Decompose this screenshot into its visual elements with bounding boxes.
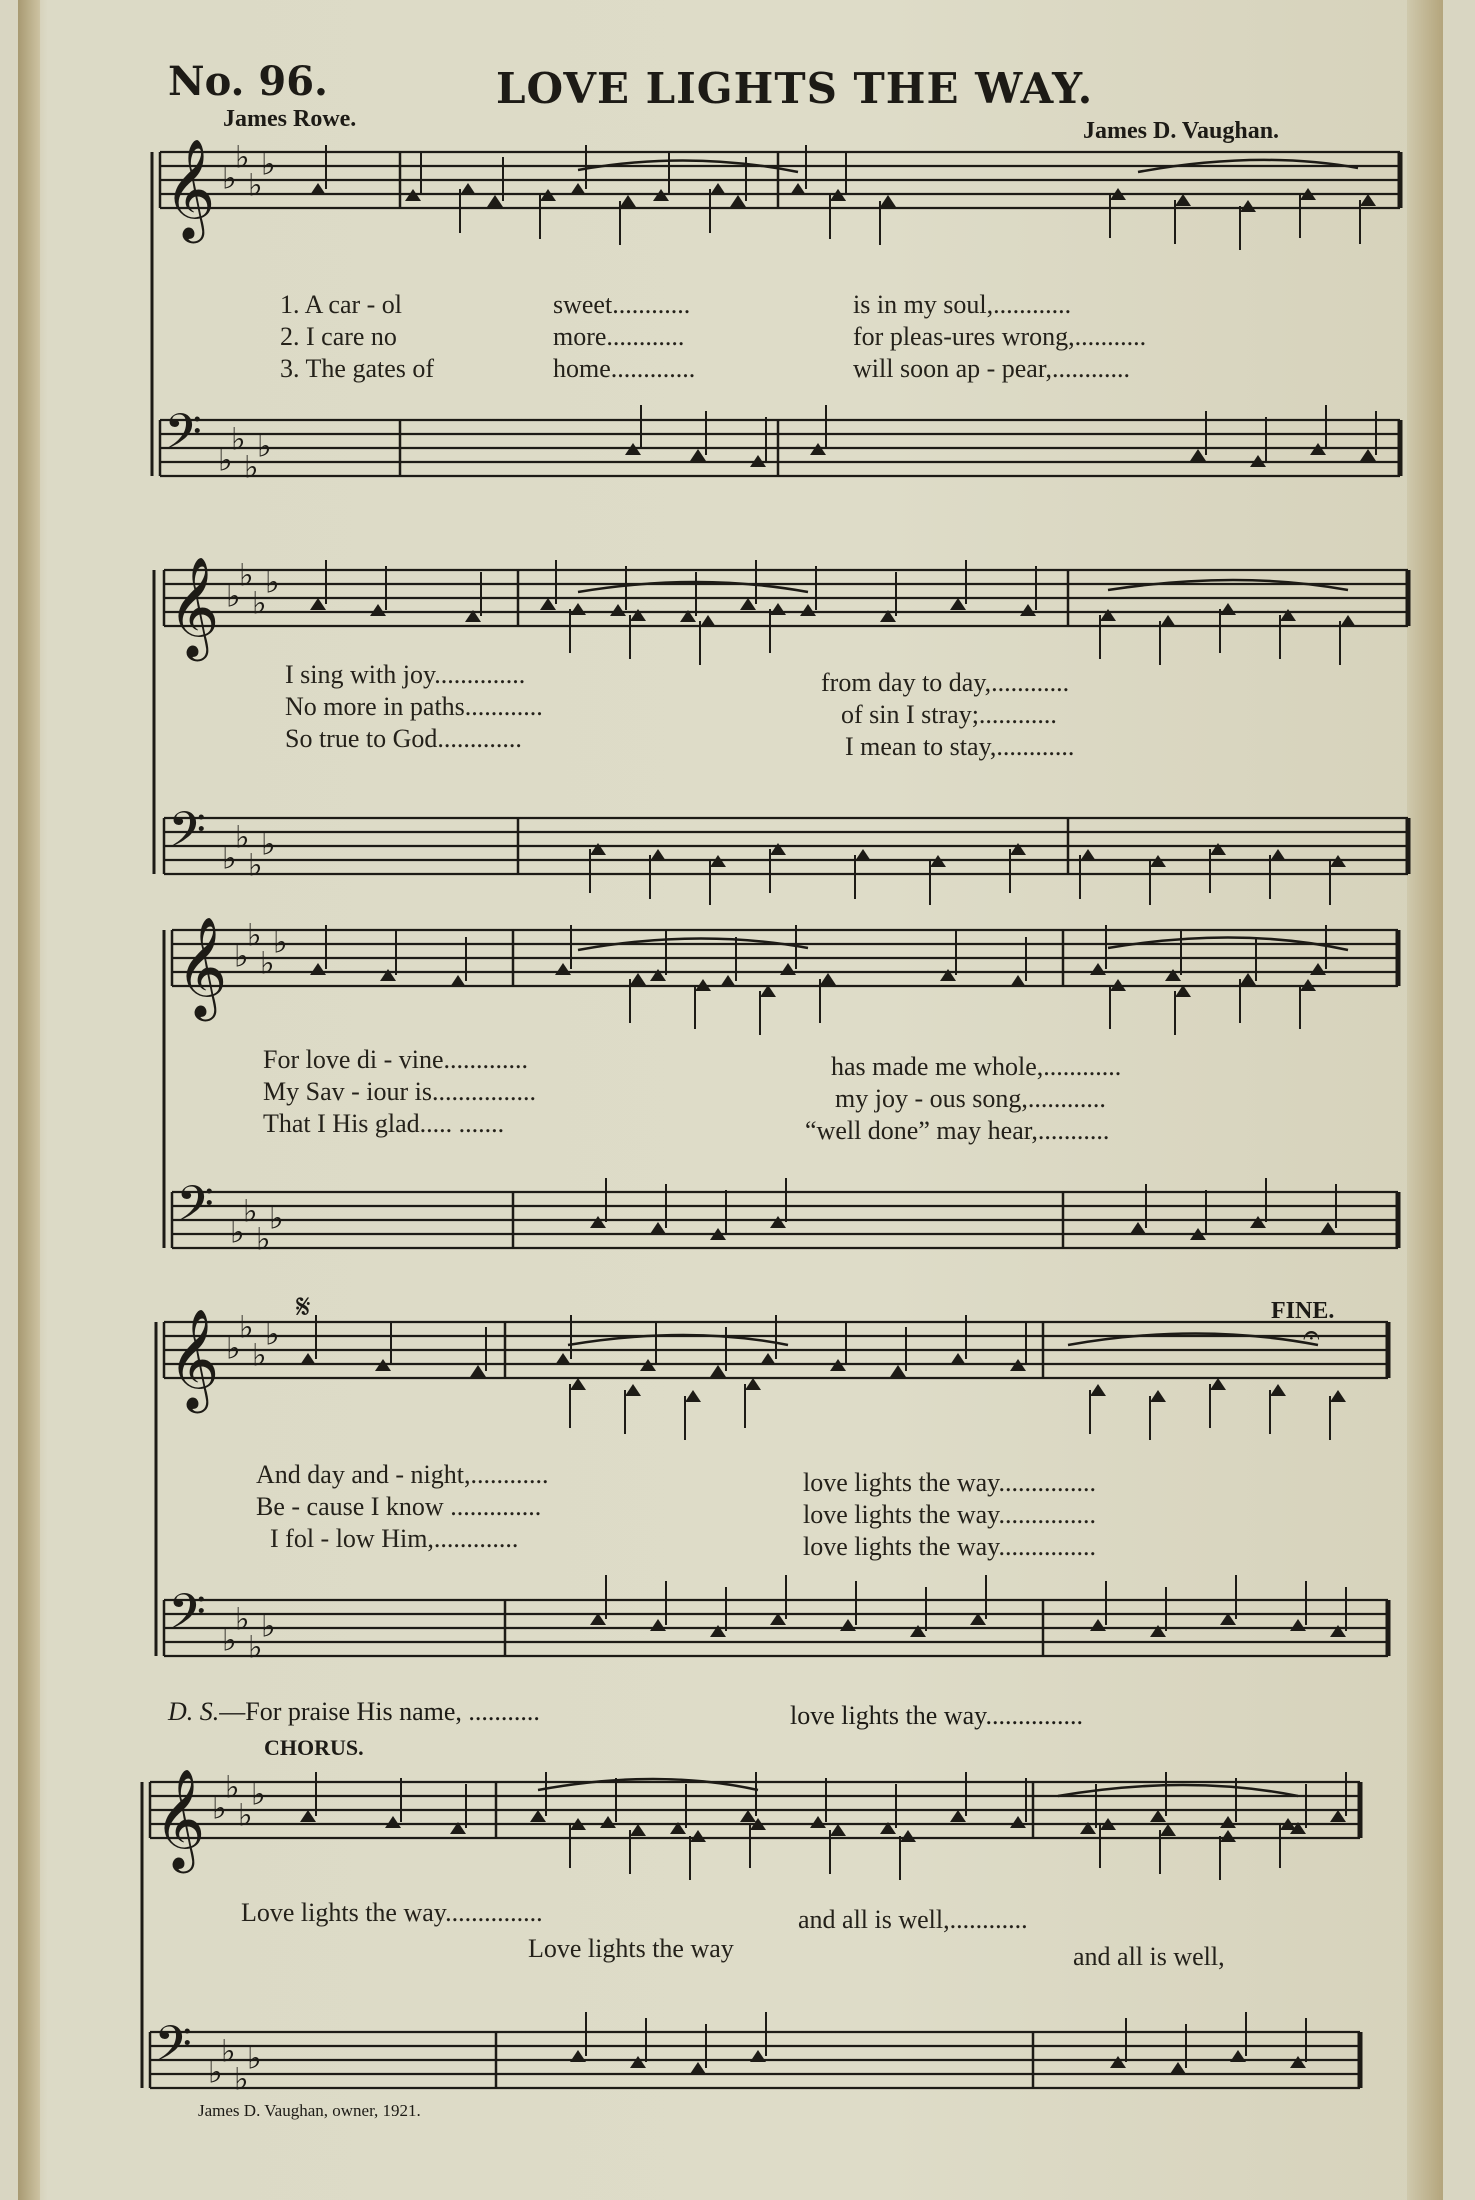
lyric-s3-v1-b: has made me whole,............	[831, 1052, 1122, 1081]
sys5-treble-lower-shape-note	[1220, 1830, 1236, 1842]
sys1-treble-r-shape-note	[1360, 194, 1376, 206]
sys3-treble-shape-note	[1310, 963, 1326, 975]
sys1-treble-shape-note	[570, 183, 586, 195]
ds-tail: love lights the way...............	[790, 1701, 1083, 1730]
fine-marking: FINE.	[1271, 1298, 1335, 1324]
sys5-tie	[1058, 1785, 1298, 1796]
sys1-bass-shape-note	[690, 449, 706, 461]
sys3-treble-shape-note	[380, 969, 396, 981]
sys4-bass-shape-note	[910, 1625, 926, 1637]
sys3-treble-lower-shape-note	[820, 973, 836, 985]
sys4-treble-lower-shape-note	[685, 1390, 701, 1402]
sys5-bass-shape-note	[1110, 2056, 1126, 2068]
sys1-bass-shape-note	[1190, 449, 1206, 461]
sys3-bass-shape-note	[1320, 1222, 1336, 1234]
sys2-bass-shape-note	[1210, 843, 1226, 855]
lyric-s4-v2-b: love lights the way...............	[803, 1500, 1096, 1529]
sys4-treble-lower-shape-note	[570, 1378, 586, 1390]
treble-clef-icon: 𝄞	[176, 916, 228, 1017]
lyric-s1-v2-b: more............	[553, 322, 685, 351]
sys5-treble-shape-note	[810, 1816, 826, 1828]
fermata-icon: 𝄐	[1303, 1318, 1320, 1353]
sys2-treble-shape-note	[610, 604, 626, 616]
bass-clef-icon: 𝄢	[154, 2014, 192, 2084]
sys2-treble-lower-shape-note	[770, 603, 786, 615]
flat-icon: ♭	[265, 1316, 280, 1353]
sys1-treble-lower-shape-note	[460, 183, 476, 195]
sys5-bass-shape-note	[570, 2050, 586, 2062]
lyric-s2-v2-a: No more in paths............	[285, 692, 543, 721]
sys5-treble-shape-note	[530, 1810, 546, 1822]
lyric-s2-v2-b: of sin I stray;............	[841, 700, 1057, 729]
sys3-bass-shape-note	[1130, 1222, 1146, 1234]
sys3-treble-shape-note	[555, 963, 571, 975]
flat-icon: ♭	[261, 1608, 276, 1645]
sys1-treble-lower-shape-note	[710, 183, 726, 195]
flat-icon: ♭	[252, 1337, 267, 1374]
sys2-bass-shape-note	[1270, 849, 1286, 861]
flat-icon: ♭	[257, 428, 272, 465]
flat-icon: ♭	[226, 1330, 241, 1367]
sys4-treble-lower-shape-note	[745, 1378, 761, 1390]
sys2-treble-shape-note	[740, 598, 756, 610]
flat-icon: ♭	[243, 1193, 258, 1230]
flat-icon: ♭	[234, 2061, 249, 2098]
sys3-treble-shape-note	[1165, 969, 1181, 981]
sys2-bass-shape-note	[650, 849, 666, 861]
chorus-line1-a: Love lights the way...............	[241, 1898, 543, 1927]
flat-icon: ♭	[234, 938, 249, 975]
flat-icon: ♭	[218, 442, 233, 479]
treble-clef-icon: 𝄞	[164, 138, 216, 239]
sys5-treble-shape-note	[1010, 1816, 1026, 1828]
sys5-treble-shape-note	[1150, 1810, 1166, 1822]
sys5-treble-shape-note	[950, 1810, 966, 1822]
sys5-treble-shape-note	[1220, 1816, 1236, 1828]
sys4-treble-lower-shape-note	[1210, 1378, 1226, 1390]
sys5-treble-shape-note	[300, 1810, 316, 1822]
flat-icon: ♭	[212, 1790, 227, 1827]
sys5-bass-shape-note	[690, 2062, 706, 2074]
treble-clef-icon: 𝄞	[168, 556, 220, 657]
lyric-s1-v3-a: 3. The gates of	[280, 354, 435, 383]
sys3-treble-shape-note	[780, 963, 796, 975]
sys3-treble-shape-note	[1090, 963, 1106, 975]
hymn-number: No. 96.	[168, 58, 328, 105]
sys2-treble-shape-note	[370, 604, 386, 616]
sys4-treble-lower-shape-note	[1150, 1390, 1166, 1402]
flat-icon: ♭	[247, 917, 262, 954]
lyric-s2-v1-b: from day to day,............	[821, 668, 1070, 697]
sys4-bass-shape-note	[710, 1625, 726, 1637]
sys2-treble-lower-shape-note	[1220, 603, 1236, 615]
lyric-s1-v2-c: for pleas-ures wrong,...........	[853, 322, 1147, 351]
lyric-s4-v1-b: love lights the way...............	[803, 1468, 1096, 1497]
sys5-treble-shape-note	[385, 1816, 401, 1828]
sys3-bass-shape-note	[770, 1216, 786, 1228]
lyric-s4-v3-a: I fol - low Him,.............	[270, 1524, 519, 1553]
sys5-treble-lower-shape-note	[830, 1824, 846, 1836]
sys4-treble-shape-note	[890, 1365, 906, 1377]
lyric-s1-v3-c: will soon ap - pear,............	[853, 354, 1130, 383]
sys3-treble-shape-note	[650, 969, 666, 981]
sys2-treble-shape-note	[310, 598, 326, 610]
flat-icon: ♭	[239, 557, 254, 594]
flat-icon: ♭	[235, 139, 250, 176]
flat-icon: ♭	[248, 167, 263, 204]
sys4-treble-shape-note	[760, 1353, 776, 1365]
flat-icon: ♭	[239, 1309, 254, 1346]
sys2-bass-shape-note	[855, 849, 871, 861]
sys3-treble-shape-note	[720, 975, 736, 987]
sys4-treble-shape-note	[950, 1353, 966, 1365]
lyric-s4-v3-b: love lights the way...............	[803, 1532, 1096, 1561]
sys3-treble-shape-note	[1010, 975, 1026, 987]
lyric-s1-v1-a: 1. A car - ol	[280, 290, 403, 319]
flat-icon: ♭	[221, 2033, 236, 2070]
sys3-treble-shape-note	[940, 969, 956, 981]
sys5-bass-shape-note	[1230, 2050, 1246, 2062]
bass-clef-icon: 𝄢	[168, 800, 206, 870]
lyric-s1-v3-b: home.............	[553, 354, 696, 383]
flat-icon: ♭	[222, 160, 237, 197]
sys3-treble-shape-note	[450, 975, 466, 987]
sys1-treble-shape-note	[487, 195, 503, 207]
flat-icon: ♭	[247, 2040, 262, 2077]
lyric-s2-v1-a: I sing with joy..............	[285, 660, 526, 689]
sys2-treble-lower-shape-note	[1160, 615, 1176, 627]
sys5-treble-lower-shape-note	[900, 1830, 916, 1842]
sys5-treble-lower-shape-note	[1160, 1824, 1176, 1836]
sys2-treble-shape-note	[800, 604, 816, 616]
flat-icon: ♭	[230, 1214, 245, 1251]
sys1-bass-shape-note	[1360, 449, 1376, 461]
sys4-treble-lower-shape-note	[1270, 1384, 1286, 1396]
chorus-line2-a: Love lights the way	[528, 1934, 734, 1963]
flat-icon: ♭	[244, 449, 259, 486]
flat-icon: ♭	[248, 847, 263, 884]
sys2-bass-shape-note	[1080, 849, 1096, 861]
sys3-bass-shape-note	[1250, 1216, 1266, 1228]
sys2-bass-shape-note	[1010, 843, 1026, 855]
lyric-s3-v2-b: my joy - ous song,............	[835, 1084, 1106, 1113]
sys5-bass-shape-note	[1170, 2062, 1186, 2074]
flat-icon: ♭	[273, 924, 288, 961]
sys4-treble-shape-note	[710, 1365, 726, 1377]
sys1-treble-shape-note	[730, 195, 746, 207]
treble-clef-icon: 𝄞	[154, 1768, 206, 1869]
sys4-bass-shape-note	[840, 1619, 856, 1631]
sys1-treble-lower-shape-note	[620, 195, 636, 207]
treble-clef-icon: 𝄞	[168, 1308, 220, 1409]
sys5-treble-lower-shape-note	[690, 1830, 706, 1842]
sys3-bass-shape-note	[590, 1216, 606, 1228]
flat-icon: ♭	[235, 1601, 250, 1638]
music-notation	[18, 0, 1443, 2200]
flat-icon: ♭	[256, 1221, 271, 1258]
flat-icon: ♭	[261, 146, 276, 183]
sys4-bass-shape-note	[1330, 1625, 1346, 1637]
lyric-s4-v2-a: Be - cause I know ..............	[256, 1492, 542, 1521]
flat-icon: ♭	[252, 585, 267, 622]
sys1-treble-shape-note	[310, 183, 326, 195]
chorus-label: CHORUS.	[264, 1735, 364, 1760]
flat-icon: ♭	[260, 945, 275, 982]
sys5-bass-shape-note	[630, 2056, 646, 2068]
flat-icon: ♭	[269, 1200, 284, 1237]
flat-icon: ♭	[222, 840, 237, 877]
sys5-treble-shape-note	[600, 1816, 616, 1828]
sys4-treble-shape-note	[470, 1365, 486, 1377]
hymnal-page	[18, 0, 1443, 2200]
sys4-treble-shape-note	[555, 1353, 571, 1365]
sys3-treble-lower-shape-note	[1240, 973, 1256, 985]
flat-icon: ♭	[261, 826, 276, 863]
sys2-treble-lower-shape-note	[630, 609, 646, 621]
sys5-tie	[538, 1779, 758, 1790]
lyric-s3-v3-b: “well done” may hear,...........	[805, 1116, 1110, 1145]
ds-text: —For praise His name, ...........	[219, 1697, 540, 1726]
sys5-treble-shape-note	[740, 1810, 756, 1822]
sys3-treble-shape-note	[310, 963, 326, 975]
sys2-treble-lower-shape-note	[1100, 609, 1116, 621]
flat-icon: ♭	[208, 2054, 223, 2091]
bass-clef-icon: 𝄢	[168, 1582, 206, 1652]
sys5-bass-shape-note	[1290, 2056, 1306, 2068]
sys4-bass-shape-note	[1290, 1619, 1306, 1631]
sys2-treble-shape-note	[540, 598, 556, 610]
bass-clef-icon: 𝄢	[176, 1174, 214, 1244]
flat-icon: ♭	[248, 1629, 263, 1666]
chorus-line2-b: and all is well,	[1073, 1942, 1225, 1971]
sys2-bass-shape-note	[770, 843, 786, 855]
lyric-s1-v1-b: sweet............	[553, 290, 691, 319]
flat-icon: ♭	[265, 564, 280, 601]
flat-icon: ♭	[251, 1776, 266, 1813]
lyric-s2-v3-a: So true to God.............	[285, 724, 522, 753]
sys4-bass-shape-note	[1090, 1619, 1106, 1631]
sys2-treble-lower-shape-note	[570, 603, 586, 615]
lyric-s1-v2-a: 2. I care no	[280, 322, 397, 351]
sys1-treble-shape-note	[790, 183, 806, 195]
flat-icon: ♭	[226, 578, 241, 615]
sys2-treble-lower-shape-note	[1280, 609, 1296, 621]
sys5-treble-lower-shape-note	[630, 1824, 646, 1836]
flat-icon: ♭	[235, 819, 250, 856]
lyric-s3-v1-a: For love di - vine.............	[263, 1045, 529, 1074]
sys4-treble-lower-shape-note	[1330, 1390, 1346, 1402]
segno-icon: 𝄋	[296, 1287, 311, 1327]
sys3-treble-lower-shape-note	[630, 973, 646, 985]
sys4-bass-shape-note	[1150, 1625, 1166, 1637]
flat-icon: ♭	[222, 1622, 237, 1659]
hymn-title: LOVE LIGHTS THE WAY.	[496, 64, 1094, 113]
sys4-bass-shape-note	[650, 1619, 666, 1631]
lyric-s2-v3-b: I mean to stay,............	[845, 732, 1075, 761]
sys2-bass-shape-note	[590, 843, 606, 855]
sys2-treble-shape-note	[950, 598, 966, 610]
sys5-treble-shape-note	[1330, 1810, 1346, 1822]
composer: James D. Vaughan.	[1083, 118, 1280, 144]
flat-icon: ♭	[238, 1797, 253, 1834]
sys2-treble-lower-shape-note	[1340, 615, 1356, 627]
flat-icon: ♭	[231, 421, 246, 458]
sys1-treble-r-shape-note	[1175, 194, 1191, 206]
lyricist: James Rowe.	[223, 106, 357, 132]
sys5-bass-shape-note	[750, 2050, 766, 2062]
sys3-bass-shape-note	[650, 1222, 666, 1234]
lyric-s1-v1-c: is in my soul,............	[853, 290, 1072, 319]
sys1-treble-lower-shape-note	[880, 195, 896, 207]
lyric-s3-v3-a: That I His glad..... .......	[263, 1109, 505, 1138]
chorus-line1-b: and all is well,............	[798, 1905, 1028, 1934]
bass-clef-icon: 𝄢	[164, 402, 202, 472]
sys1-treble-r-shape-note	[1240, 200, 1256, 212]
flat-icon: ♭	[225, 1769, 240, 1806]
copyright-footer: James D. Vaughan, owner, 1921.	[198, 2101, 421, 2120]
sys4-treble-lower-shape-note	[1090, 1384, 1106, 1396]
sys2-treble-lower-shape-note	[700, 615, 716, 627]
lyric-s4-v1-a: And day and - night,............	[256, 1460, 549, 1489]
ds-label: D. S.	[168, 1697, 220, 1726]
sys4-treble-shape-note	[300, 1353, 316, 1365]
sys4-treble-lower-shape-note	[625, 1384, 641, 1396]
lyric-s3-v2-a: My Sav - iour is................	[263, 1077, 536, 1106]
sys2-treble-shape-note	[1020, 604, 1036, 616]
